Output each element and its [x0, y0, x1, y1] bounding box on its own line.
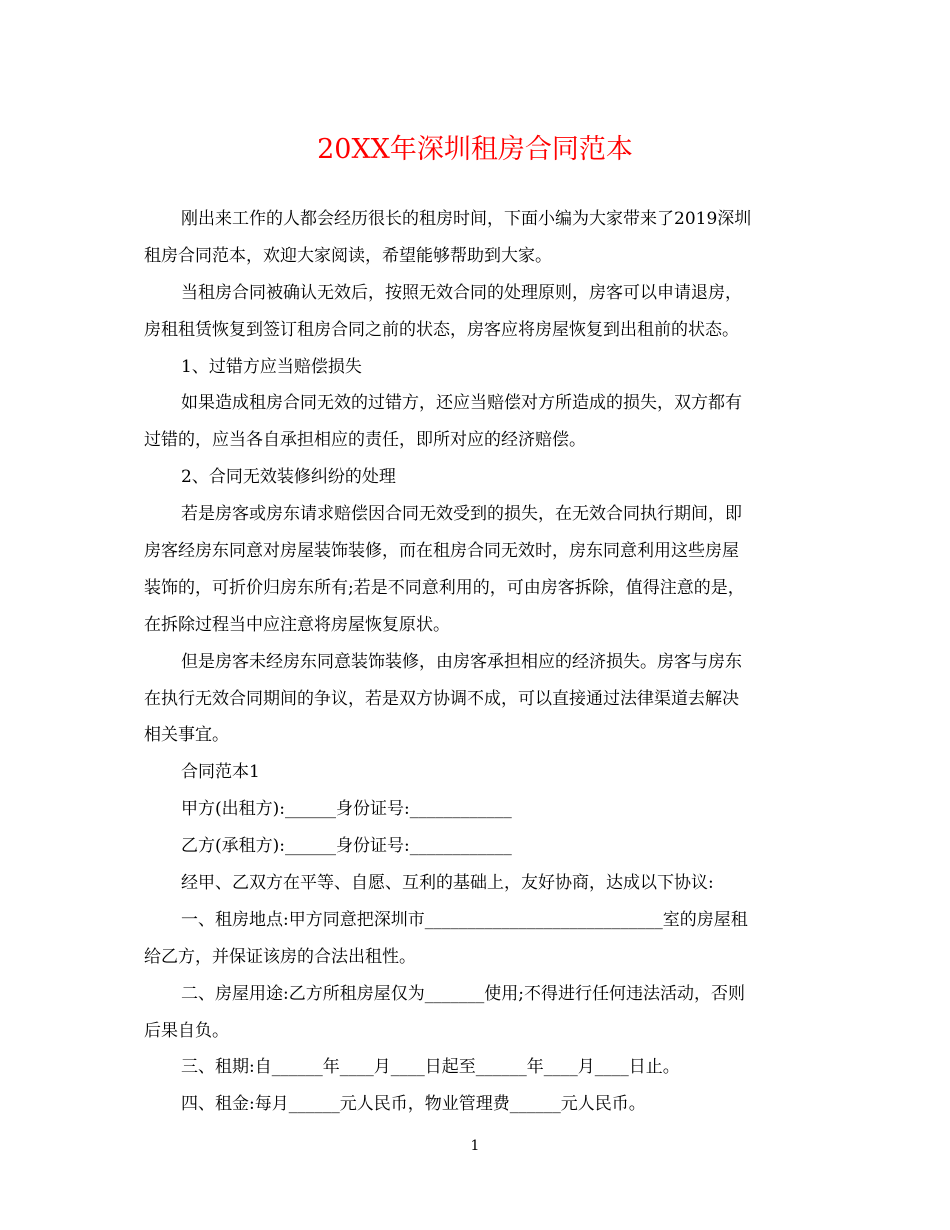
- paragraph-line: [144, 828, 809, 865]
- line-text: 房租租赁恢复到签订租房合同之前的状态，房客应将房屋恢复到出租前的状态。: [144, 319, 739, 340]
- paragraph-line: [144, 533, 809, 570]
- paragraph-line: [144, 422, 809, 459]
- paragraph-line: [144, 681, 809, 718]
- line-text: 刚出来工作的人都会经历很长的租房时间，下面小编为大家带来了2019深圳: [181, 209, 752, 229]
- document-title: 20XX年深圳租房合同范本: [317, 134, 633, 165]
- page-number: 1: [470, 1138, 480, 1154]
- line-text: 但是房客未经房东同意装饰装修，由房客承担相应的经济损失。房客与房东: [181, 651, 742, 672]
- paragraph-line: [144, 496, 809, 533]
- line-text: 装饰的，可折价归房东所有;若是不同意利用的，可由房客拆除，值得注意的是，: [144, 577, 745, 598]
- paragraph-line: [144, 939, 809, 976]
- paragraph-line: [144, 385, 809, 422]
- paragraph-line: [144, 201, 809, 238]
- line-text: 若是房客或房东请求赔偿因合同无效受到的损失，在无效合同执行期间，即: [181, 504, 742, 525]
- line-text: 在拆除过程当中应注意将房屋恢复原状。: [144, 614, 450, 635]
- paragraph-line: [144, 459, 809, 496]
- paragraph-line: [144, 607, 809, 644]
- paragraph-line: [144, 1086, 809, 1123]
- line-text: 一、租房地点:甲方同意把深圳市____________________________室的房屋租: [181, 909, 748, 930]
- paragraph-line: [144, 865, 809, 902]
- paragraph-line: [144, 349, 809, 386]
- line-text: 租房合同范本，欢迎大家阅读，希望能够帮助到大家。: [144, 245, 552, 266]
- line-text: 1、过错方应当赔偿损失: [181, 356, 362, 377]
- line-text: 甲方(出租方):______身份证号:____________: [181, 799, 512, 820]
- line-text: 过错的，应当各自承担相应的责任，即所对应的经济赔偿。: [144, 430, 586, 451]
- line-text: 四、租金:每月______元人民币，物业管理费______元人民币。: [181, 1094, 646, 1115]
- line-text: 在执行无效合同期间的争议，若是双方协调不成，可以直接通过法律渠道去解决: [144, 688, 739, 709]
- line-text: 后果自负。: [144, 1020, 229, 1041]
- line-text: 二、房屋用途:乙方所租房屋仅为_______使用;不得进行任何违法活动，否则: [181, 983, 745, 1004]
- document-body: [144, 201, 809, 1123]
- line-text: 三、租期:自______年____月____日起至______年____月____日止。: [181, 1057, 680, 1078]
- paragraph-line: [144, 570, 809, 607]
- line-text: 乙方(承租方):______身份证号:____________: [181, 836, 512, 857]
- paragraph-line: [144, 902, 809, 939]
- line-text: 相关事宜。: [144, 725, 229, 746]
- paragraph-line: [144, 791, 809, 828]
- line-text: 合同范本1: [181, 762, 260, 783]
- paragraph-line: [144, 976, 809, 1013]
- paragraph-line: [144, 1013, 809, 1050]
- paragraph-line: [144, 275, 809, 312]
- paragraph-line: [144, 1049, 809, 1086]
- paragraph-line: [144, 238, 809, 275]
- line-text: 当租房合同被确认无效后，按照无效合同的处理原则，房客可以申请退房，: [181, 282, 742, 303]
- line-text: 经甲、乙双方在平等、自愿、互利的基础上，友好协商，达成以下协议:: [181, 873, 714, 894]
- line-text: 房客经房东同意对房屋装饰装修，而在租房合同无效时，房东同意利用这些房屋: [144, 541, 739, 562]
- paragraph-line: [144, 644, 809, 681]
- line-text: 给乙方，并保证该房的合法出租性。: [144, 946, 416, 967]
- paragraph-line: [144, 754, 809, 791]
- line-text: 如果造成租房合同无效的过错方，还应当赔偿对方所造成的损失，双方都有: [181, 393, 742, 414]
- paragraph-line: [144, 312, 809, 349]
- paragraph-line: [144, 717, 809, 754]
- line-text: 2、合同无效装修纠纷的处理: [181, 467, 396, 488]
